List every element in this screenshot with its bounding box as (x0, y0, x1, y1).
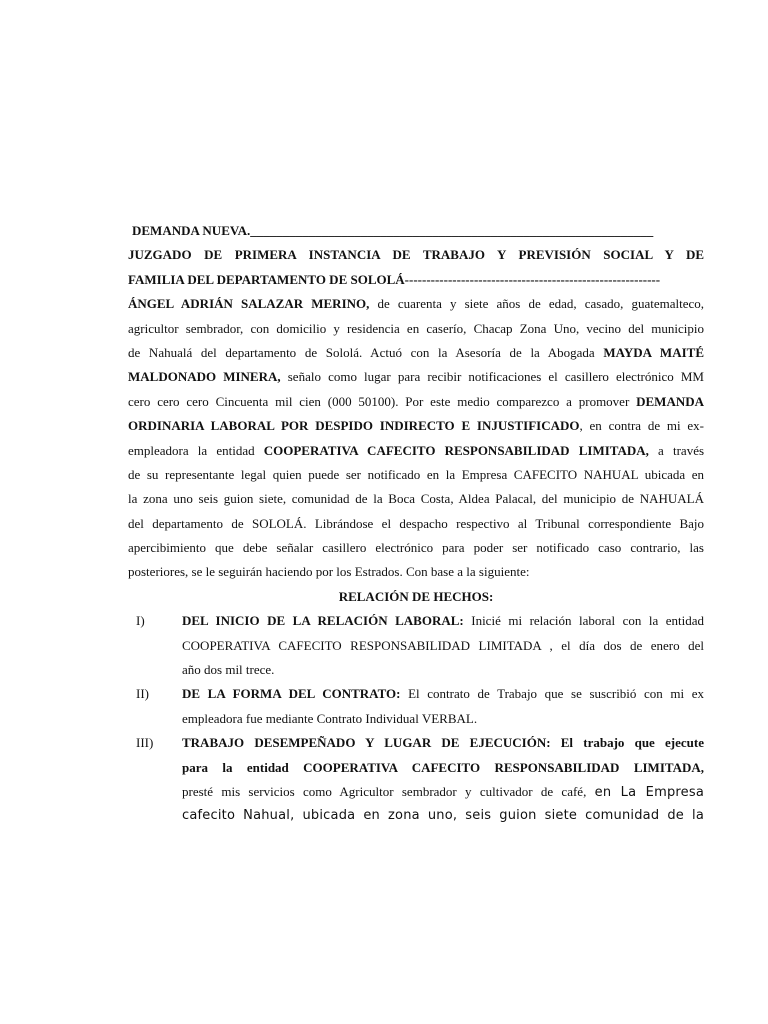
item-line (182, 609, 704, 633)
item-line (182, 780, 704, 804)
paragraph-text: de Nahualá del departamento de Sololá. Actuó con la Asesoría de la Abogada (128, 344, 604, 360)
paragraph-text: cero cero cero Cincuenta mil cien (000 50100). Por este medio comparezco a promover (128, 393, 637, 409)
paragraph-line (128, 414, 704, 438)
claim-type: ORDINARIA LABORAL POR DESPIDO INDIRECTO E INJUSTIFICADO (128, 418, 580, 434)
item-line (182, 682, 704, 706)
court-line-2: FAMILIA DEL DEPARTAMENTO DE SOLOLÁ----------------------------------------------------------- (128, 271, 661, 287)
paragraph-line (128, 439, 704, 463)
document-heading: DEMANDA NUEVA.______________________________________________________________ (132, 223, 654, 238)
item-heading: DEL INICIO DE LA RELACIÓN LABORAL: (182, 613, 464, 629)
paragraph-line: agricultor sembrador, con domicilio y residencia en caserío, Chacap Zona Uno, vecino del municipio (128, 320, 704, 336)
item-line: para la entidad COOPERATIVA CAFECITO RESPONSABILIDAD LIMITADA, (182, 759, 704, 775)
paragraph-line: apercibimiento que debe señalar casillero electrónico para poder ser notificado caso contrario, las (128, 540, 704, 556)
claim-type: DEMANDA (636, 393, 704, 409)
item-text: en La Empresa (594, 784, 704, 800)
paragraph-text: señalo como lugar para recibir notificaciones el casillero electrónico MM (280, 369, 704, 385)
paragraph-line: de su representante legal quien puede ser notificado en la Empresa CAFECITO NAHUAL ubicada en (128, 466, 704, 482)
paragraph-text: , en contra de mi ex- (579, 418, 704, 434)
item-line: cafecito Nahual, ubicada en zona uno, seis guion siete comunidad de la (182, 808, 704, 824)
paragraph-line (128, 365, 704, 389)
paragraph-line (128, 341, 704, 365)
court-line-1: JUZGADO DE PRIMERA INSTANCIA DE TRABAJO Y PREVISIÓN SOCIAL Y DE (128, 247, 704, 263)
paragraph-line: posteriores, se le seguirán haciendo por los Estrados. Con base a la siguiente: (128, 564, 530, 580)
paragraph-text: de cuarenta y siete años de edad, casado, guatemalteco, (369, 296, 704, 312)
paragraph-line (128, 390, 704, 414)
list-item (128, 731, 704, 829)
list-item (128, 682, 704, 731)
item-line: empleadora fue mediante Contrato Individual VERBAL. (182, 710, 478, 726)
item-number: II) (136, 686, 149, 702)
item-heading: DE LA FORMA DEL CONTRATO: (182, 686, 401, 702)
paragraph-line: la zona uno seis guion siete, comunidad de la Boca Costa, Aldea Palacal, del municipio de NAHUALÁ (128, 491, 704, 507)
document-body (128, 219, 704, 829)
paragraph-line: del departamento de SOLOLÁ. Librándose el despacho respectivo al Tribunal correspondiente Bajo (128, 515, 704, 531)
item-number: III) (136, 735, 154, 751)
section-title: RELACIÓN DE HECHOS: (338, 588, 494, 604)
paragraph-line (128, 292, 704, 316)
paragraph-text: empleadora la entidad (128, 442, 264, 458)
list-item (128, 609, 704, 682)
item-line: COOPERATIVA CAFECITO RESPONSABILIDAD LIMITADA , el día dos de enero del (182, 637, 704, 653)
plaintiff-name: ÁNGEL ADRIÁN SALAZAR MERINO, (128, 296, 370, 312)
defendant-name: COOPERATIVA CAFECITO RESPONSABILIDAD LIMITADA, (263, 442, 649, 458)
item-text: El contrato de Trabajo que se suscribió con mi ex (400, 686, 704, 702)
item-number: I) (136, 613, 145, 629)
item-text: Inicié mi relación laboral con la entidad (463, 613, 704, 629)
lawyer-name: MALDONADO MINERA, (128, 369, 281, 385)
lawyer-name: MAYDA MAITÉ (603, 344, 704, 360)
item-text: presté mis servicios como Agricultor sembrador y cultivador de café, (182, 783, 595, 799)
item-heading: TRABAJO DESEMPEÑADO Y LUGAR DE EJECUCIÓN: El trabajo que ejecute (182, 735, 704, 751)
paragraph-text: a través (648, 442, 704, 458)
item-line: año dos mil trece. (182, 662, 275, 678)
